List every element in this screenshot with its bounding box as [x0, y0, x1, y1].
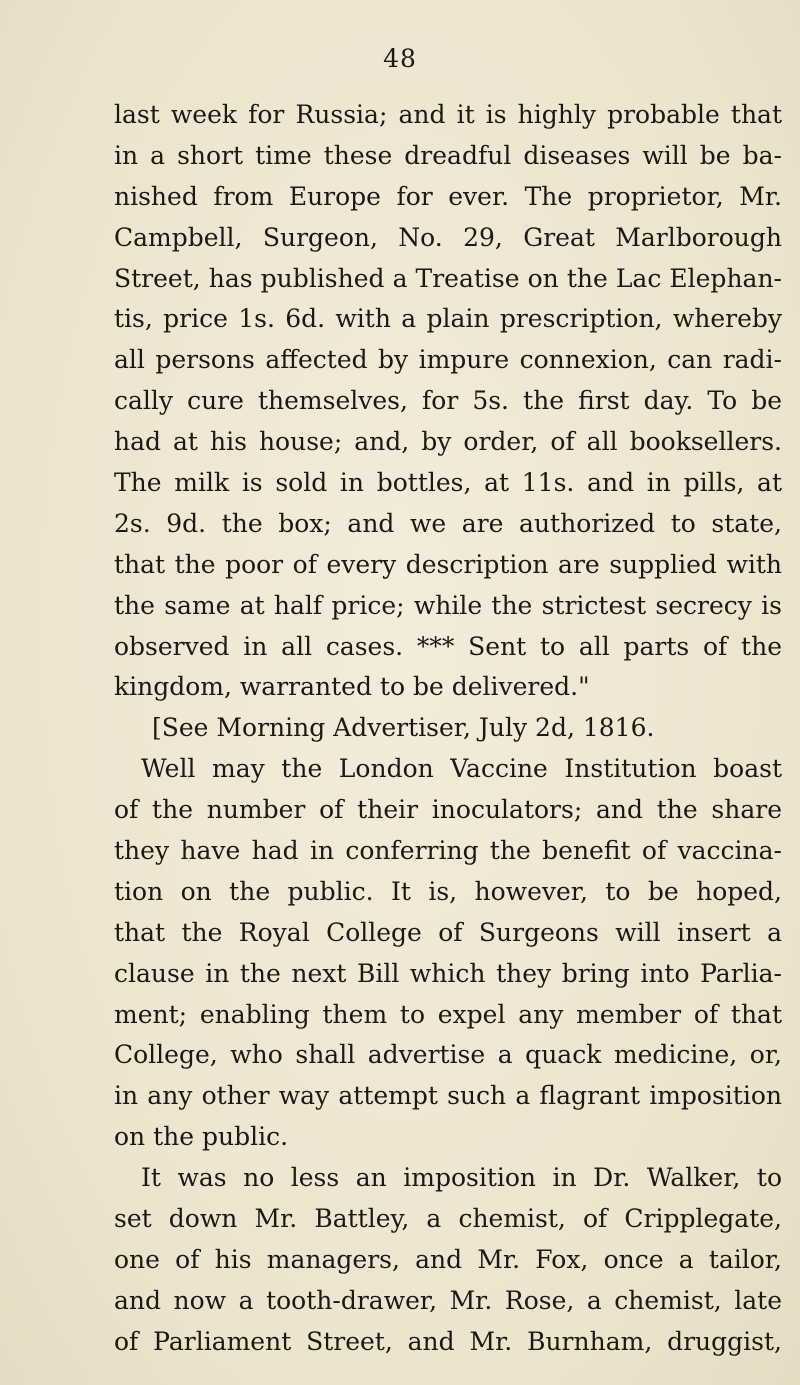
- text-line: It was no less an imposition in Dr. Walker, to: [141, 1163, 782, 1193]
- text-line: in a short time these dreadful diseases will be ba-: [114, 140, 782, 170]
- text-line: of Parliament Street, and Mr. Burnham, druggist,: [114, 1326, 782, 1356]
- text-line: tion on the public. It is, however, to be hoped,: [114, 876, 782, 906]
- text-line: all persons affected by impure connexion, can radi-: [114, 345, 782, 375]
- text-line: Campbell, Surgeon, No. 29, Great Marlborough: [114, 222, 782, 252]
- text-line: ment; enabling them to expel any member of that: [114, 999, 782, 1029]
- text-line: that the Royal College of Surgeons will insert a: [114, 917, 782, 947]
- text-line: kingdom, warranted to be delivered.": [114, 672, 590, 702]
- text-line: observed in all cases. *** Sent to all parts of the: [114, 631, 782, 661]
- text-line: nished from Europe for ever. The proprietor, Mr.: [114, 181, 782, 211]
- text-line: and now a tooth-drawer, Mr. Rose, a chemist, late: [114, 1285, 782, 1315]
- text-line: cally cure themselves, for 5s. the first day. To be: [114, 386, 782, 416]
- text-line: clause in the next Bill which they bring into Parlia-: [114, 958, 782, 988]
- text-line: had at his house; and, by order, of all booksellers.: [114, 427, 782, 457]
- text-line: one of his managers, and Mr. Fox, once a tailor,: [114, 1244, 782, 1274]
- text-line: the same at half price; while the strictest secrecy is: [114, 590, 782, 620]
- text-line: in any other way attempt such a flagrant imposition: [114, 1081, 782, 1111]
- text-line: they have had in conferring the benefit of vaccina-: [114, 836, 782, 866]
- text-line: last week for Russia; and it is highly probable that: [114, 100, 782, 129]
- text-line: tis, price 1s. 6d. with a plain prescription, whereby: [114, 304, 782, 334]
- text-line: The milk is sold in bottles, at 11s. and in pills, at: [114, 468, 782, 498]
- text-line: 2s. 9d. the box; and we are authorized to state,: [114, 508, 782, 538]
- text-line: set down Mr. Battley, a chemist, of Cripplegate,: [114, 1204, 782, 1234]
- text-line: Well may the London Vaccine Institution boast: [141, 754, 782, 784]
- citation-line: [See Morning Advertiser, July 2d, 1816.: [152, 713, 655, 743]
- text-line: College, who shall advertise a quack medicine, or,: [114, 1040, 782, 1070]
- page-number: 48: [383, 44, 417, 73]
- text-line: that the poor of every description are supplied with: [114, 549, 782, 579]
- text-line: on the public.: [114, 1122, 289, 1152]
- text-line: Street, has published a Treatise on the Lac Elephan-: [114, 263, 782, 293]
- body-text: [114, 95, 782, 1363]
- text-line: of the number of their inoculators; and the share: [114, 795, 782, 825]
